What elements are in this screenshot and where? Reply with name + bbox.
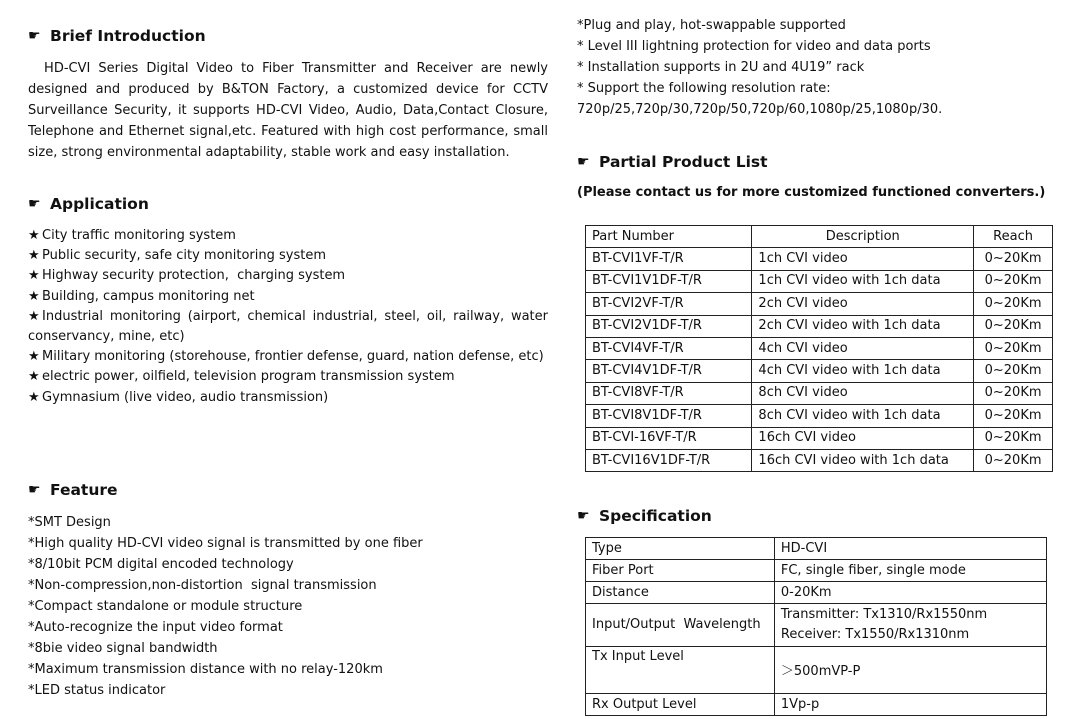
- application-heading: [28, 195, 149, 213]
- table-cell: BT-CVI2V1DF-T/R: [586, 315, 752, 337]
- list-item: *Non-compression,non-distortion signal transmission: [28, 578, 377, 593]
- table-row: [586, 449, 1053, 471]
- table-row: [586, 538, 1047, 560]
- table-cell: 8ch CVI video with 1ch data: [752, 405, 974, 427]
- pointing-hand-icon: ☛: [28, 196, 41, 212]
- application-title: Application: [50, 195, 149, 213]
- table-cell: 0~20Km: [974, 270, 1053, 292]
- black-star-icon: ★: [28, 308, 40, 324]
- pointing-hand-icon: ☛: [577, 508, 590, 524]
- table-row: [586, 315, 1053, 337]
- black-star-icon: ★: [28, 248, 40, 264]
- table-header-row: [586, 226, 1053, 248]
- table-cell: 16ch CVI video with 1ch data: [752, 449, 974, 471]
- application-list: [28, 226, 548, 408]
- table-row: [586, 560, 1047, 582]
- feature-title: Feature: [50, 481, 118, 499]
- table-row: [586, 382, 1053, 404]
- brief-title: Brief Introduction: [50, 27, 206, 45]
- table-cell: BT-CVI1VF-T/R: [586, 248, 752, 270]
- spec-value: 1Vp-p: [774, 694, 1046, 716]
- black-star-icon: ★: [28, 268, 40, 284]
- list-item: *Auto-recognize the input video format: [28, 620, 283, 635]
- spec-value: [774, 604, 1046, 647]
- list-item: *Compact standalone or module structure: [28, 599, 303, 614]
- pointing-hand-icon: ☛: [28, 482, 41, 498]
- feature-continued: [577, 15, 1077, 120]
- black-star-icon: ★: [28, 228, 40, 243]
- brief-line: Telephone and Ethernet signal,etc. Featured with high cost performance, small: [28, 124, 548, 139]
- table-row: [586, 360, 1053, 382]
- black-star-icon: ★: [28, 369, 40, 385]
- table-cell: 0~20Km: [974, 337, 1053, 359]
- table-row: [586, 647, 1047, 694]
- specification-title: Specification: [599, 507, 712, 525]
- feature-heading: [28, 481, 118, 499]
- table-cell: 0~20Km: [974, 315, 1053, 337]
- table-row: [586, 337, 1053, 359]
- spec-label: Fiber Port: [586, 560, 775, 582]
- table-cell: BT-CVI16V1DF-T/R: [586, 449, 752, 471]
- product-table: [585, 225, 1053, 472]
- table-cell: 16ch CVI video: [752, 427, 974, 449]
- specification-table: [585, 537, 1047, 716]
- list-item: ★ City traffic monitoring system: [28, 226, 548, 246]
- list-item: *SMT Design: [28, 515, 111, 530]
- table-cell: 1ch CVI video: [752, 248, 974, 270]
- table-cell: 0~20Km: [974, 248, 1053, 270]
- table-cell: 0~20Km: [974, 382, 1053, 404]
- black-star-icon: ★: [28, 389, 40, 405]
- spec-label: Type: [586, 538, 775, 560]
- table-cell: 8ch CVI video: [752, 382, 974, 404]
- table-row: [586, 293, 1053, 315]
- list-item: ★ Highway security protection, charging system: [28, 266, 548, 286]
- table-cell: 2ch CVI video: [752, 293, 974, 315]
- table-cell: 0~20Km: [974, 449, 1053, 471]
- table-cell: 1ch CVI video with 1ch data: [752, 270, 974, 292]
- brief-line: Surveillance Security, it supports HD-CVI Video, Audio, Data,Contact Closure,: [28, 103, 548, 118]
- list-item: *Maximum transmission distance with no relay-120km: [28, 662, 383, 677]
- table-row: [586, 405, 1053, 427]
- list-item: *Plug and play, hot-swappable supported: [577, 18, 846, 33]
- spec-value: HD-CVI: [774, 538, 1046, 560]
- table-cell: 0~20Km: [974, 360, 1053, 382]
- table-cell: 2ch CVI video with 1ch data: [752, 315, 974, 337]
- brief-line: HD-CVI Series Digital Video to Fiber Transmitter and Receiver are newly: [28, 61, 548, 76]
- spec-label: Input/Output Wavelength: [586, 604, 775, 647]
- list-item: ★ Industrial monitoring (airport, chemical industrial, steel, oil, railway, water conservancy, mine, etc): [28, 308, 548, 344]
- brief-paragraph: [28, 58, 548, 163]
- list-item: * Level III lightning protection for video and data ports: [577, 39, 931, 54]
- specification-heading: [577, 507, 712, 525]
- table-cell: 4ch CVI video with 1ch data: [752, 360, 974, 382]
- list-item: ★ Gymnasium (live video, audio transmission): [28, 388, 548, 408]
- table-cell: BT-CVI4VF-T/R: [586, 337, 752, 359]
- table-row: [586, 270, 1053, 292]
- table-row: [586, 427, 1053, 449]
- table-row: [586, 582, 1047, 604]
- table-cell: 0~20Km: [974, 405, 1053, 427]
- brief-line: size, strong environmental adaptability, stable work and easy installation.: [28, 145, 510, 160]
- table-cell: BT-CVI4V1DF-T/R: [586, 360, 752, 382]
- header-cell: Part Number: [586, 226, 752, 248]
- table-cell: BT-CVI8V1DF-T/R: [586, 405, 752, 427]
- list-item: 720p/25,720p/30,720p/50,720p/60,1080p/25,1080p/30.: [577, 102, 943, 117]
- table-row: [586, 604, 1047, 647]
- list-item: ★ Military monitoring (storehouse, frontier defense, guard, nation defense, etc): [28, 347, 548, 367]
- list-item: ★ Public security, safe city monitoring system: [28, 246, 548, 266]
- pointing-hand-icon: ☛: [28, 28, 41, 44]
- table-cell: BT-CVI2VF-T/R: [586, 293, 752, 315]
- header-cell: Reach: [974, 226, 1053, 248]
- table-cell: 0~20Km: [974, 293, 1053, 315]
- spec-label: Distance: [586, 582, 775, 604]
- feature-list: [28, 512, 548, 701]
- spec-value: FC, single fiber, single mode: [774, 560, 1046, 582]
- table-cell: BT-CVI-16VF-T/R: [586, 427, 752, 449]
- table-cell: BT-CVI8VF-T/R: [586, 382, 752, 404]
- brief-line: designed and produced by B&TON Factory, a customized device for CCTV: [28, 82, 548, 97]
- product-list-title: Partial Product List: [599, 153, 768, 171]
- table-row: [586, 248, 1053, 270]
- spec-label: Rx Output Level: [586, 694, 775, 716]
- list-item: *8bie video signal bandwidth: [28, 641, 218, 656]
- black-star-icon: ★: [28, 349, 40, 365]
- list-item: *High quality HD-CVI video signal is transmitted by one fiber: [28, 536, 423, 551]
- list-item: * Support the following resolution rate:: [577, 81, 831, 96]
- pointing-hand-icon: ☛: [577, 154, 590, 170]
- table-row: [586, 694, 1047, 716]
- spec-value: 0-20Km: [774, 582, 1046, 604]
- header-cell: Description: [752, 226, 974, 248]
- spec-value-line: Receiver: Tx1550/Rx1310nm: [780, 627, 970, 642]
- list-item: *LED status indicator: [28, 683, 166, 698]
- list-item: * Installation supports in 2U and 4U19” rack: [577, 60, 865, 75]
- product-list-heading: [577, 153, 768, 171]
- list-item: *8/10bit PCM digital encoded technology: [28, 557, 294, 572]
- spec-label: Tx Input Level: [586, 647, 775, 694]
- list-item: ★ electric power, oilfield, television program transmission system: [28, 367, 548, 387]
- black-star-icon: ★: [28, 288, 40, 304]
- list-item: ★ Building, campus monitoring net: [28, 287, 548, 307]
- product-list-note: (Please contact us for more customized functioned converters.): [577, 185, 1046, 200]
- brief-heading: [28, 27, 206, 45]
- table-cell: 4ch CVI video: [752, 337, 974, 359]
- spec-value-line: Transmitter: Tx1310/Rx1550nm: [780, 607, 988, 622]
- table-cell: BT-CVI1V1DF-T/R: [586, 270, 752, 292]
- spec-value: ＞500mVP-P: [774, 647, 1046, 694]
- table-cell: 0~20Km: [974, 427, 1053, 449]
